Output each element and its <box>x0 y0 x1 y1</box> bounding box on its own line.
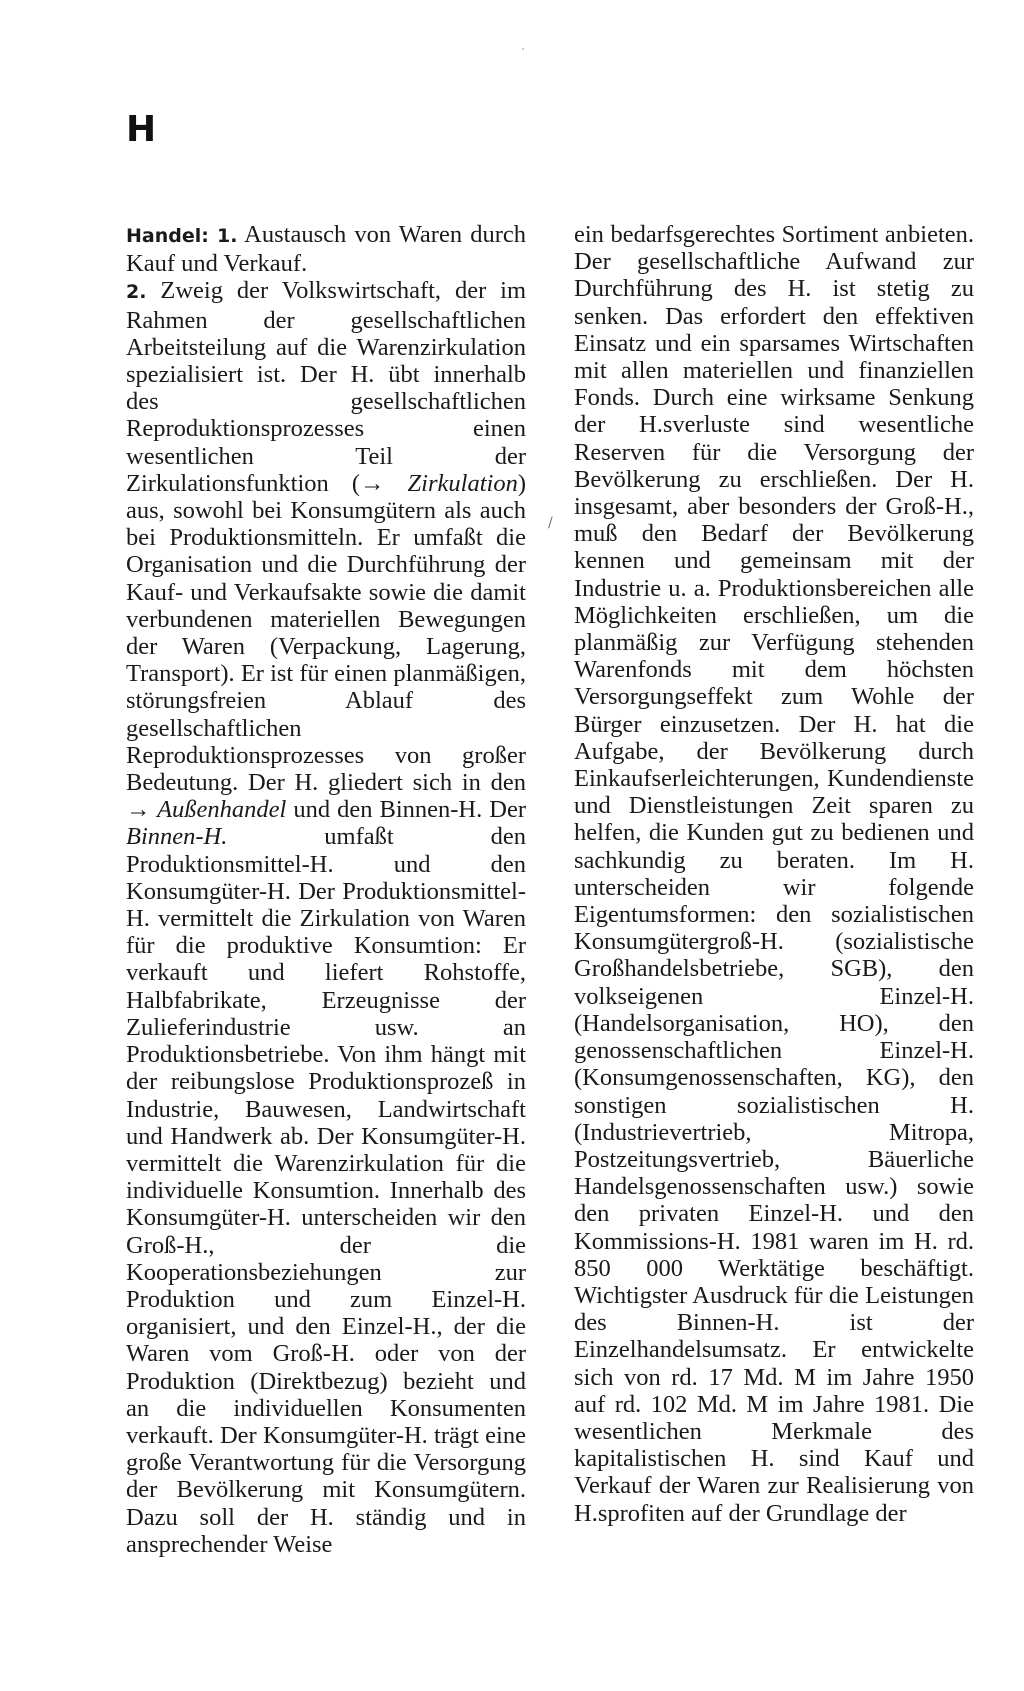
sense-number-1: 1. <box>216 225 238 247</box>
margin-mark: / <box>548 515 553 531</box>
sense-1-text: Austausch von Waren durch Kauf und Verkauf. <box>126 221 526 278</box>
sense-2-text-a: Zweig der Volkswirtschaft, der im Rahmen der gesellschaftlichen Arbeitsteilung auf die Warenzirkulation spezialisiert ist. Der H. übt innerhalb des gesellschaftlichen Reproduktionsprozesses einen wesentlichen Teil der Zirkulationsfunktion ( <box>126 277 526 497</box>
entry-paragraph <box>126 221 526 1558</box>
sense-2-text-b: ) aus, sowohl bei Konsumgütern als auch bei Produktionsmitteln. Er umfaßt die Organisation und die Durchführung der Kauf- und Verkaufsakte sowie die damit verbundenen materiellen Bewegungen der Waren (Verpackung, Lagerung, Transport). Er ist für einen planmäßigen, störungsfreien Ablauf des gesellschaftlichen Reproduktionsprozesses von großer Bedeutung. Der H. gliedert sich in den <box>126 469 526 797</box>
sense-2-text-c: und den Binnen-H. Der <box>286 796 526 824</box>
entry-headword: Handel: <box>126 225 209 247</box>
term-binnen-handel: Binnen-H. <box>126 823 228 851</box>
cross-reference-aussenhandel[interactable]: Außenhandel <box>150 796 287 824</box>
entry-continuation: ein bedarfsgerechtes Sortiment anbieten. Der gesellschaftliche Aufwand zur Durchführung des H. ist stetig zu senken. Das erfordert den effektiven Einsatz und ein sparsames Wirtschaften mit allen materiellen und finanziellen Fonds. Durch eine wirksame Senkung der H.sverluste sind wesentliche Reserven für die Versorgung der Bevölkerung zu erschließen. Der H. insgesamt, aber besonders der Groß-H., muß den Bedarf der Bevölkerung kennen und gemeinsam mit der Industrie u. a. Produktionsbereichen alle Möglichkeiten erschließen, um die planmäßig zur Verfügung stehenden Warenfonds mit dem höchsten Versorgungseffekt zum Wohle der Bürger einzusetzen. Der H. hat die Aufgabe, der Bevölkerung durch Einkaufserleichterungen, Kundendienste und Dienstleistungen Zeit sparen zu helfen, die Kunden gut zu bedienen und sachkundig zu beraten. Im H. unterscheiden wir folgende Eigentumsformen: den sozialistischen Konsumgütergroß-H. (sozialistische Großhandelsbetriebe, SGB), den volkseigenen Einzel-H. (Handelsorganisation, HO), den genossenschaftlichen Einzel-H. (Konsumgenossenschaften, KG), den sonstigen sozialistischen H. (Industrievertrieb, Mitropa, Postzeitungsvertrieb, Bäuerliche Handelsgenossenschaften usw.) sowie den privaten Einzel-H. und den Kommissions-H. 1981 waren im H. rd. 850 000 Werktätige beschäftigt. Wichtigster Ausdruck für die Leistungen des Binnen-H. ist der Einzelhandelsumsatz. Er entwickelte sich von rd. 17 Md. M im Jahre 1950 auf rd. 102 Md. M im Jahre 1981. Die wesentlichen Merkmale des kapitalistischen H. sind Kauf und Verkauf der Waren zur Realisierung von H.sprofiten auf der Grundlage der <box>574 221 974 1527</box>
cross-reference-arrow-icon: → <box>360 469 385 497</box>
sense-2-text-d: umfaßt den Produktionsmittel-H. und den Konsumgüter-H. Der Produktionsmittel-H. vermittelt die Zirkulation von Waren für die produktive Konsumtion: Er verkauft und liefert Rohstoffe, Halbfabrikate, Erzeugnisse der Zulieferindustrie usw. an Produktionsbetriebe. Von ihm hängt mit der reibungslose Produktionsprozeß in Industrie, Bauwesen, Landwirtschaft und Handwerk ab. Der Konsumgüter-H. vermittelt die Warenzirkulation für die individuelle Konsumtion. Innerhalb des Konsumgüter-H. unterscheiden wir den Groß-H., der die Kooperationsbeziehungen zur Produktion und zum Einzel-H. organisiert, und den Einzel-H., der die Waren vom Groß-H. oder von der Produktion (Direktbezug) bezieht und an die individuellen Konsumenten verkauft. Der Konsumgüter-H. trägt eine große Verantwortung für die Versorgung der Bevölkerung mit Konsumgütern. Dazu soll der H. ständig und in ansprechender Weise <box>126 823 526 1558</box>
scan-speck <box>522 48 524 50</box>
cross-reference-arrow-icon: → <box>126 796 151 824</box>
section-letter: H <box>126 109 157 150</box>
sense-number-2: 2. <box>126 281 147 304</box>
right-column <box>574 221 974 1527</box>
left-column <box>126 221 526 1558</box>
cross-reference-zirkulation[interactable]: Zirkulation <box>384 469 518 497</box>
sense-2 <box>126 277 526 1558</box>
